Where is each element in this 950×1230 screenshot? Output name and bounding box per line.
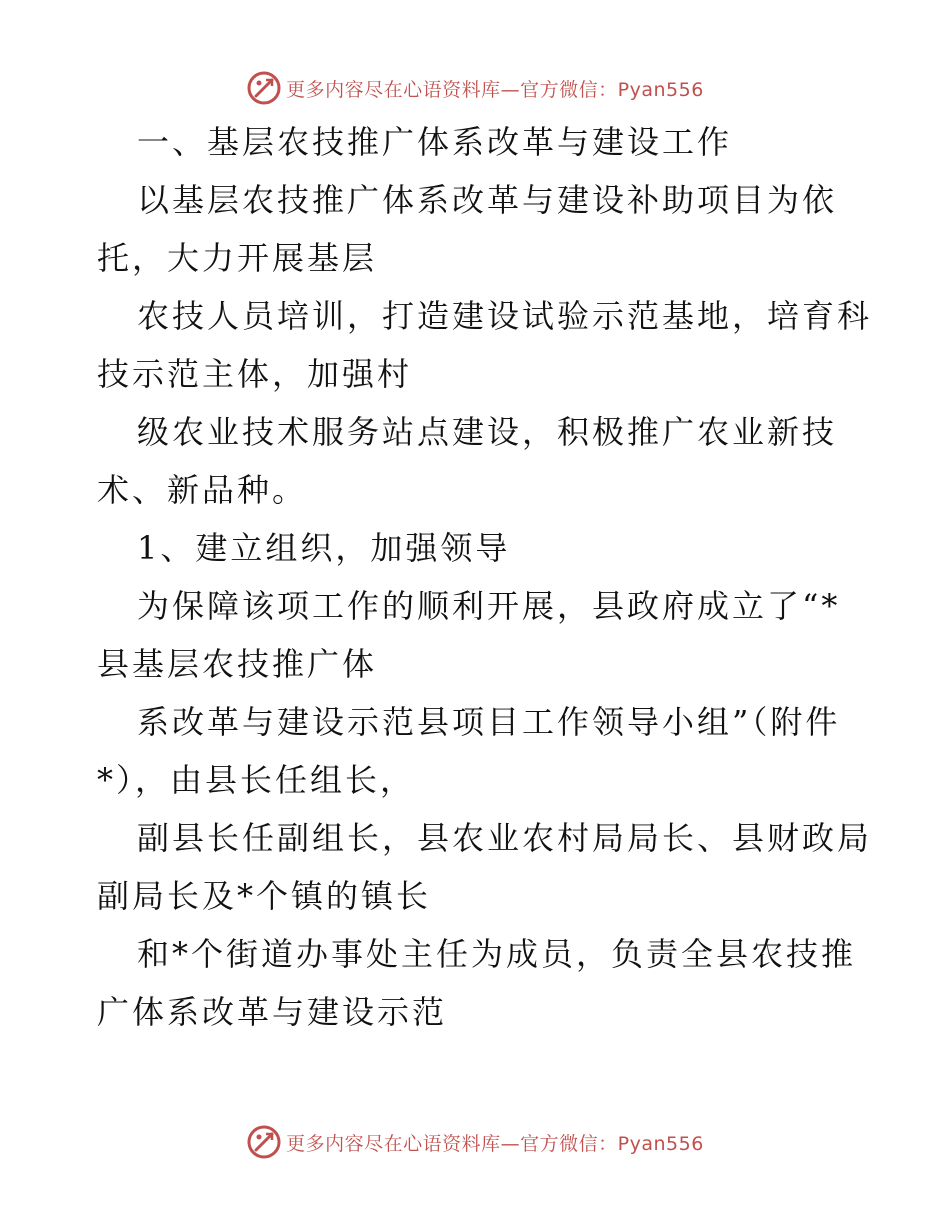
watermark-text: 更多内容尽在心语资料库—官方微信：Pyan556	[286, 1132, 704, 1155]
text-line: 一、基层农技推广体系改革与建设工作	[137, 123, 733, 161]
header-watermark	[0, 70, 950, 106]
text-line: 1、建立组织，加强领导	[137, 529, 511, 567]
footer-watermark	[0, 1124, 950, 1160]
text-line: 广体系改革与建设示范	[97, 993, 448, 1031]
text-line: 副县长任副组长，县农业农村局局长、县财政局	[137, 819, 873, 857]
watermark-logo-icon	[246, 70, 282, 106]
text-line: 为保障该项工作的顺利开展，县政府成立了“*	[137, 587, 841, 625]
text-line: 级农业技术服务站点建设，积极推广农业新技	[137, 413, 838, 451]
document-body	[97, 113, 873, 1041]
text-line: *），由县长任组长，	[97, 761, 416, 799]
text-line: 系改革与建设示范县项目工作领导小组”（附件	[137, 703, 841, 741]
text-line: 技示范主体，加强村	[97, 355, 413, 393]
text-line: 农技人员培训，打造建设试验示范基地，培育科	[137, 297, 873, 335]
watermark-text: 更多内容尽在心语资料库—官方微信：Pyan556	[286, 78, 704, 101]
text-line: 以基层农技推广体系改革与建设补助项目为依	[137, 181, 838, 219]
text-line: 和*个街道办事处主任为成员，负责全县农技推	[137, 935, 857, 973]
text-line: 副局长及*个镇的镇长	[97, 877, 432, 915]
text-line: 县基层农技推广体	[97, 645, 378, 683]
text-line: 术、新品种。	[97, 471, 308, 509]
text-line: 托，大力开展基层	[97, 239, 378, 277]
watermark-logo-icon	[246, 1124, 282, 1160]
